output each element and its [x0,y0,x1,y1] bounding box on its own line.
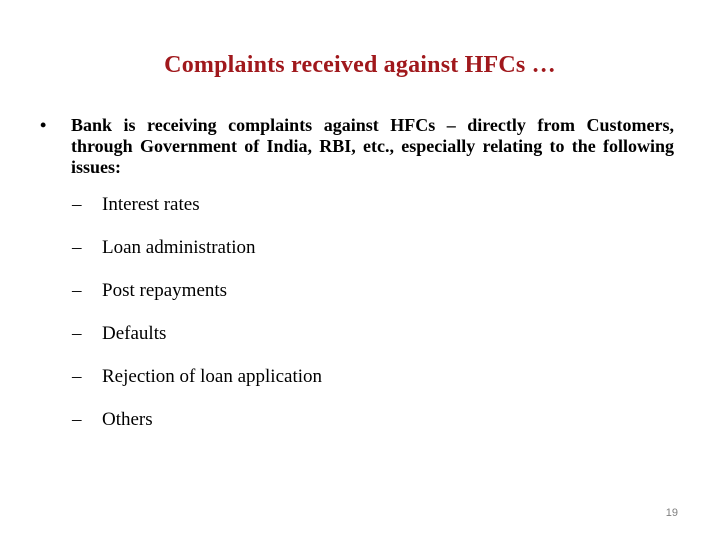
list-item [72,322,632,365]
page-number: 19 [665,507,678,519]
list-item-label: Post repayments [102,280,228,301]
list-item [72,365,632,408]
list-item-label: Others [102,409,153,430]
dash-marker: – [72,194,82,215]
slide-title: Complaints received against HFCs … [164,52,556,78]
list-item-label: Interest rates [102,194,200,215]
dash-marker: – [72,409,82,430]
dash-marker: – [72,280,82,301]
main-bullet [40,115,674,178]
list-item-label: Rejection of loan application [102,366,323,387]
bullet-marker: • [40,115,47,135]
list-item [72,408,632,451]
issue-list [72,193,632,451]
dash-marker: – [72,237,82,258]
list-item-label: Defaults [102,323,167,344]
main-bullet-text: Bank is receiving complaints against HFCs – directly from Customers, through Government of India, RBI, etc., especially relating to the following issues: [71,115,674,177]
dash-marker: – [72,323,82,344]
list-item [72,193,632,236]
list-item [72,236,632,279]
dash-marker: – [72,366,82,387]
list-item-label: Loan administration [102,237,256,258]
list-item [72,279,632,322]
